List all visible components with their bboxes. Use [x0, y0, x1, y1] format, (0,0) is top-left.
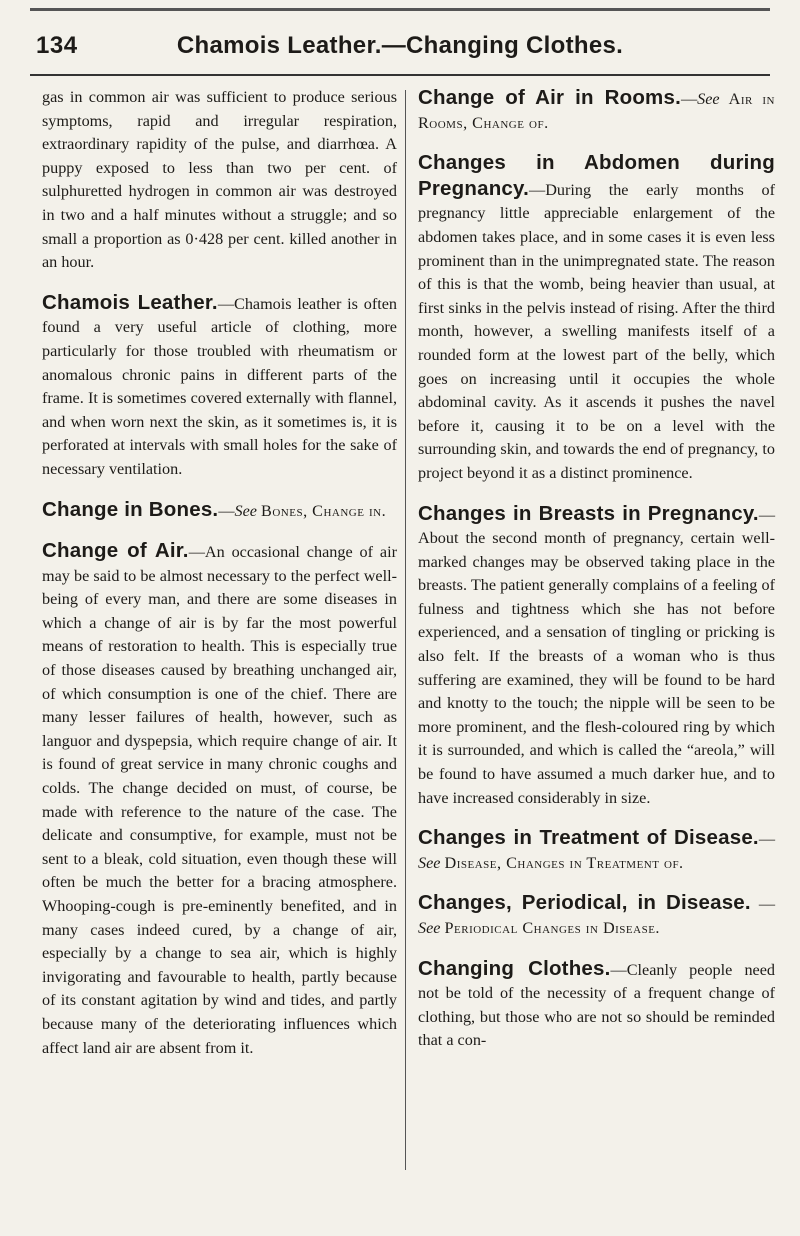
- see-dash: —: [750, 895, 776, 914]
- see-label: See: [234, 501, 257, 520]
- cross-reference: Bones, Change in.: [261, 501, 387, 520]
- cross-reference: Periodical Changes in Disease.: [444, 919, 660, 937]
- see-dash: —: [218, 501, 235, 520]
- cross-reference: Disease, Changes in Treatment of.: [444, 853, 684, 872]
- continuation-paragraph: gas in common air was sufficient to produce serious symptoms, rapid and irregular respiration, extraordinary rapidity of the pulse, and diarrhœa. A puppy exposed to less than two per cent. of sulphuretted hydrogen in common air was destroyed in two and a half minutes without a struggle; and so small a proportion as 0·428 per cent. killed another in an hour.: [42, 88, 397, 272]
- header-rule: [30, 74, 770, 76]
- entry-changes-in-treatment: [418, 826, 775, 875]
- entry-heading: Change of Air in Rooms.: [418, 86, 681, 109]
- entry-changing-clothes: [418, 957, 775, 1053]
- entry-heading: Changes in Breasts in Pregnancy.: [418, 501, 759, 525]
- entry-heading: Changes in Treatment of Disease.: [418, 826, 759, 850]
- entry-heading: Change of Air.: [42, 539, 189, 563]
- entry-body: —An occasional change of air may be said to be almost necessary to the perfect well-being of every man, and there are some diseases in which a change of air is by far the most powerful means of restoration to health. This is especially true of those diseases caused by breathing unchanged air, of which consumption is one of the chief. There are many lesser failures of health, however, such as languor and dyspepsia, which require change of air. It is found of great service in many chronic coughs and colds. The change decided on must, of course, be made with reference to the nature of the case. The delicate and consumptive, for example, must not be sent to a bleak, cold situation, even though these will often be much the better for a bracing atmosphere. Whooping-cough is pre-eminently benefited, and in many cases indeed cured, by a change of air, especially by a change to sea air, which is highly invigorating and favourable to health, partly because of its constant agitation by wind and tides, and partly because many of the deteriorating influences which affect land air are absent from it.: [42, 543, 397, 1057]
- see-label: See: [418, 919, 441, 937]
- entry-body: —During the early months of pregnancy little appreciable enlargement of the abdomen takes place, and in some cases it is even less prominent than in the unimpregnated state. The reason of this is that the womb, being heavier than usual, at first sinks in the pelvis instead of rising. After the third month, however, a swelling manifests itself of a rounded form at the lowest part of the belly, which goes on increasing until it occupies the whole abdominal cavity. As it ascends it pushes the navel before it, causing it to be on a level with the surrounding skin, and towards the end of pregnancy, to project beyond it as a distinct prominence.: [418, 180, 775, 482]
- page-number: 134: [36, 32, 78, 59]
- entry-heading: Changes in Abdomen during Pregnancy.: [418, 151, 775, 200]
- entry-body: —About the second month of pregnancy, certain well-marked changes may be observed taking place in the breasts. The patient generally complains of a feeling of fulness and tightness which she has not before experienced, and a sensation of tingling or pricking is also felt. If the breasts of a woman who is thus suffering are examined, they will be found to be hard and knotty to the touch; the nipple will be seen to be more prominent, and the flesh-coloured ring by which it is surrounded, and which is called the “areola,” will be found to have assumed a much darker hue, and to have increased considerably in size.: [418, 505, 775, 807]
- top-rule: [30, 8, 770, 11]
- entry-body: —Cleanly people need not be told of the necessity of a frequent change of clothing, but those who are not so should be reminded that a con-: [418, 960, 775, 1050]
- see-dash: —: [758, 830, 775, 849]
- entry-chamois-leather: [42, 291, 397, 482]
- entry-heading: Chamois Leather.: [42, 290, 218, 314]
- entry-change-of-air: [42, 539, 397, 1060]
- column-divider: [405, 90, 406, 1170]
- left-column: [42, 86, 397, 1076]
- entry-heading: Change in Bones.: [42, 497, 219, 521]
- entry-changes-periodical: [418, 891, 775, 940]
- entry-change-of-air-in-rooms: [418, 86, 775, 135]
- entry-changes-in-abdomen: [418, 151, 775, 485]
- entry-heading: Changing Clothes.: [418, 956, 611, 980]
- see-label: See: [418, 853, 441, 872]
- page-header: [30, 30, 770, 70]
- see-dash: —: [680, 90, 698, 108]
- entry-body: —Chamois leather is often found a very useful article of clothing, more particularly for those troubled with rheumatism or anomalous chronic pains in different parts of the frame. It is sometimes covered externally with flannel, and when worn next the skin, as it sometimes is, it is perforated at intervals with small holes for the sake of necessary ventilation.: [42, 294, 397, 478]
- entry-heading: Changes, Periodical, in Disease.: [418, 891, 751, 915]
- running-head: Chamois Leather.—Changing Clothes.: [176, 32, 624, 59]
- entry-change-in-bones: [42, 498, 397, 524]
- right-column: [418, 86, 775, 1069]
- entry-changes-in-breasts: [418, 502, 775, 811]
- cross-reference: Air in Rooms, Change of.: [418, 90, 776, 132]
- see-label: See: [697, 90, 720, 108]
